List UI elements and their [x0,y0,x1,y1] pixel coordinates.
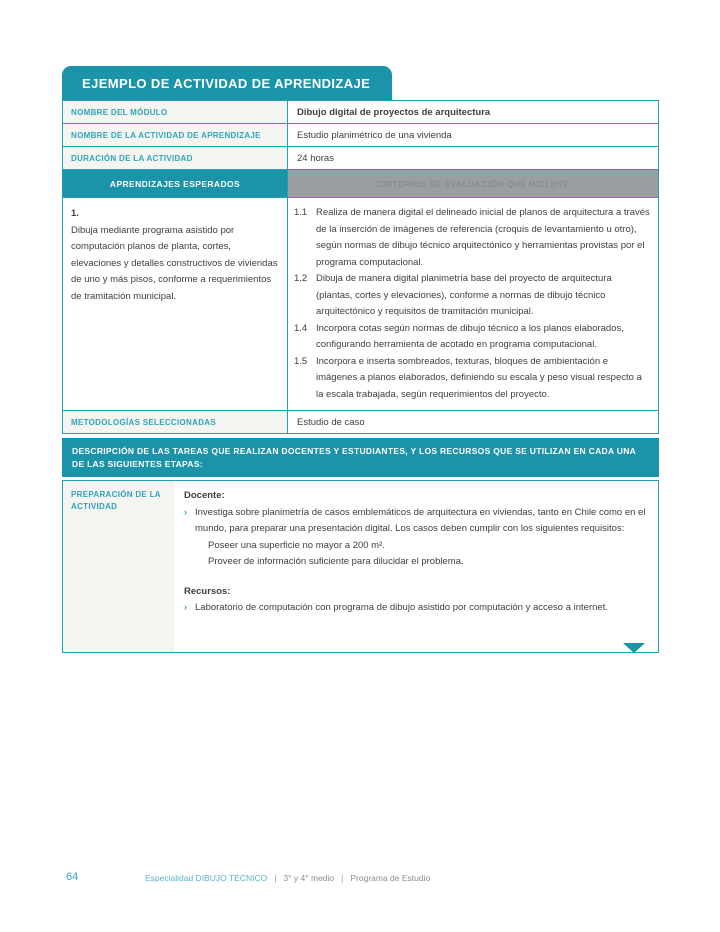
footer-separator: | [341,873,344,883]
methodology-row [63,410,658,433]
description-banner [62,438,659,477]
teacher-heading: Docente: [184,490,225,501]
activity-document [62,66,659,653]
requirement-item: Proveer de información suficiente para dilucidar el problema. [208,556,464,567]
preparation-row [63,481,658,652]
resources-heading: Recursos: [184,585,231,597]
methodology-label: METODOLOGÍAS SELECCIONADAS [63,411,288,433]
criterion-item [292,271,650,321]
resource-item [184,600,648,617]
outcome-criteria-row [63,197,658,410]
criterion-text: Realiza de manera digital el delineado inicial de planos de arquitectura a través de la inserción de imágenes de referencia (croquis de levantamiento u otro), según normas de dibujo técnico arquitectónico y herramientas provistas por el programa computacional. [316,207,650,268]
criterion-text: Incorpora cotas según normas de dibujo técnico a los planos elaborados, configurando herramienta de acotado en programa computacional. [316,322,624,350]
preparation-stage-label: PREPARACIÓN DE LA ACTIVIDAD [63,481,174,652]
page-number: 64 [66,871,79,883]
activity-name-row [63,123,658,146]
methodology-value: Estudio de caso [297,417,365,428]
duration-value: 24 horas [297,153,334,164]
footer-separator: | [274,873,277,883]
footer-grade: 3° y 4° medio [283,873,335,883]
criterion-number: 1.4 [294,322,308,334]
column-headers-row [63,169,658,197]
criterion-text: Incorpora e inserta sombreados, texturas, bloques de ambientación e imágenes a planos elaborados, definiendo su escala y peso visual respecto a la escala trabajada, según requerimientos del proyecto. [316,355,642,400]
continuation-down-triangle-icon [623,643,645,653]
criterion-item [292,354,650,404]
criterion-number: 1.2 [294,273,308,284]
resource-text: Laboratorio de computación con programa de dibujo asistido por computación y acceso a internet. [195,602,608,613]
bullet-arrow-icon: › [184,506,188,518]
requirement-item: Poseer una superficie no mayor a 200 m². [208,539,385,551]
criteria-list [288,198,658,410]
activity-header-tab [62,66,392,100]
expected-learning-header: APRENDIZAJES ESPERADOS [63,170,288,197]
bullet-arrow-icon: › [184,602,188,613]
activity-header-title: EJEMPLO DE ACTIVIDAD DE APRENDIZAJE [82,76,371,91]
teacher-task-item [184,505,648,538]
criterion-item [292,205,650,271]
duration-row [63,146,658,169]
teacher-task-text: Investiga sobre planimetría de casos emblemáticos de arquitectura en viviendas, tanto en Chile como en el mundo, para preparar una presentación digital. Los casos deben cumplir con los siguientes requisitos: [195,506,646,534]
activity-name-value: Estudio planimétrico de una vivienda [297,130,452,141]
learning-outcome-number: 1. [71,208,79,219]
description-banner-text: DESCRIPCIÓN DE LAS TAREAS QUE REALIZAN DOCENTES Y ESTUDIANTES, Y LOS RECURSOS QUE SE UTILIZAN EN CADA UNA DE LAS SIGUIENTES ETAPAS: [72,446,636,469]
module-name-label: NOMBRE DEL MÓDULO [63,101,288,123]
criterion-item [292,321,650,354]
criterion-number: 1.1 [294,207,308,218]
evaluation-criteria-header: CRITERIOS DE EVALUACIÓN QUE INCLUYE [288,170,658,197]
footer-program: Programa de Estudio [350,873,431,883]
module-name-row [63,101,658,123]
preparation-content [174,481,658,652]
footer-line [145,873,430,883]
criterion-number: 1.5 [294,355,308,367]
preparation-table [62,480,659,653]
learning-outcome-cell [63,198,288,410]
learning-outcome-text: Dibuja mediante programa asistido por computación planos de planta, cortes, elevaciones y detalles constructivos de viviendas de uno y más pisos, conforme a requerimientos de tramitación municipal. [71,224,278,302]
module-name-value: Dibujo digital de proyectos de arquitectura [297,107,491,118]
criterion-text: Dibuja de manera digital planimetría base del proyecto de arquitectura (plantas, cortes y elevaciones), conforme a normas de dibujo técnico arquitectónico y requisitos de tramitación municipal. [316,273,612,317]
activity-name-label: NOMBRE DE LA ACTIVIDAD DE APRENDIZAJE [63,124,288,146]
footer-specialty: Especialidad DIBUJO TÉCNICO [145,873,268,883]
activity-main-table [62,100,659,434]
duration-label: DURACIÓN DE LA ACTIVIDAD [63,147,288,169]
